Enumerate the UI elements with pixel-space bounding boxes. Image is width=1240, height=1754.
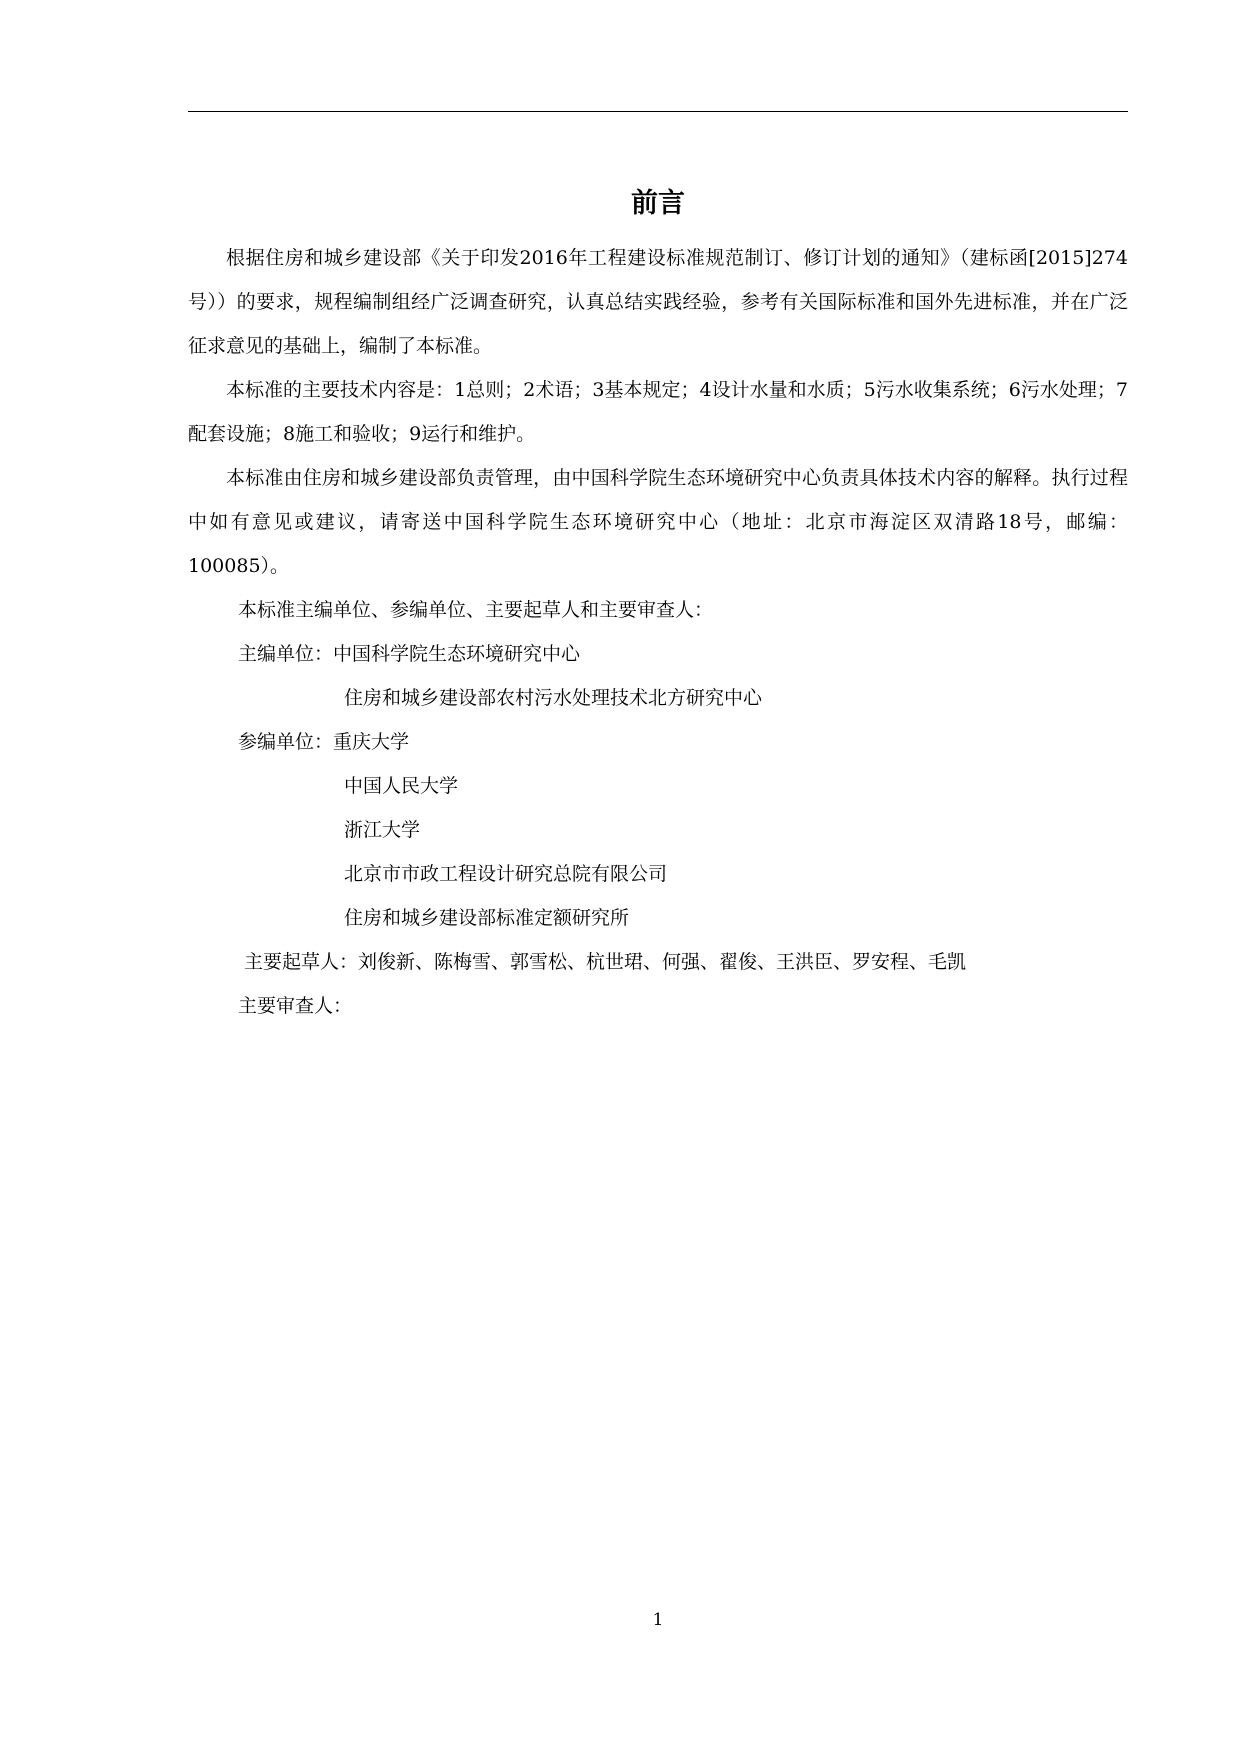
header-rule [188,111,1128,112]
drafters-label: 主要起草人： [244,951,359,973]
reviewers-line: 主要审查人： [238,995,353,1017]
chief-editor-line [188,632,1128,676]
participant-line [188,720,1128,764]
chief-editor-label: 主编单位： [238,643,334,665]
chief-editor-unit: 中国科学院生态环境研究中心 [333,643,581,665]
preface-body [188,236,1128,1028]
paragraph-basis: 根据住房和城乡建设部《关于印发2016年工程建设标准规范制订、修订计划的通知》（建标函[2015]274号））的要求，规程编制组经广泛调查研究，认真总结实践经验，参考有关国际标准和国外先进标准，并在广泛征求意见的基础上，编制了本标准。 [188,247,1128,357]
participant-unit: 中国人民大学 [344,775,459,797]
chief-editor-unit: 住房和城乡建设部农村污水处理技术北方研究中心 [344,687,763,709]
page-number: 1 [652,1610,664,1630]
drafters-line [188,940,1128,984]
drafters-names: 刘俊新、陈梅雪、郭雪松、杭世珺、何强、翟俊、王洪臣、罗安程、毛凯 [358,951,967,973]
participant-label: 参编单位： [238,731,334,753]
participant-unit: 北京市市政工程设计研究总院有限公司 [344,863,668,885]
paragraph-contents: 本标准的主要技术内容是：1总则；2术语；3基本规定；4设计水量和水质；5污水收集系统；6污水处理；7配套设施；8施工和验收；9运行和维护。 [188,379,1128,445]
paragraph-management: 本标准由住房和城乡建设部负责管理，由中国科学院生态环境研究中心负责具体技术内容的解释。执行过程中如有意见或建议，请寄送中国科学院生态环境研究中心（地址：北京市海淀区双清路18号，邮编：100085）。 [188,467,1128,577]
participant-unit: 住房和城乡建设部标准定额研究所 [344,907,630,929]
page-title: 前言 [631,188,685,219]
units-intro: 本标准主编单位、参编单位、主要起草人和主要审查人： [238,599,714,621]
participant-unit: 重庆大学 [333,731,410,753]
participant-unit: 浙江大学 [344,819,421,841]
